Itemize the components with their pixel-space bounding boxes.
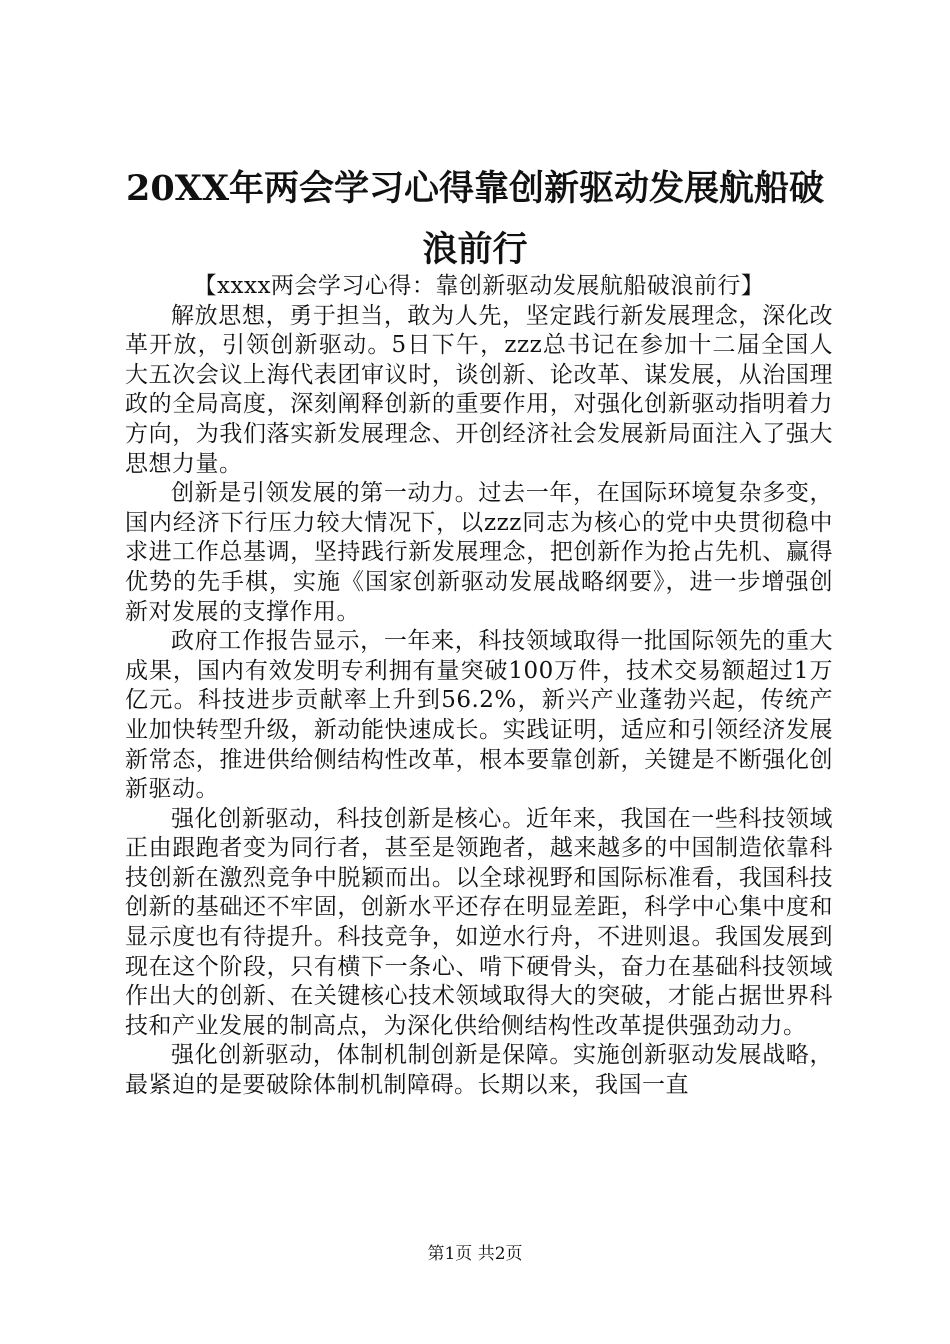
document-subtitle: 【xxxx两会学习心得：靠创新驱动发展航船破浪前行】 [193,273,765,299]
paragraph-1: 解放思想，勇于担当，敢为人先，坚定践行新发展理念，深化改革开放，引领创新驱动。5日下午，zzz总书记在参加十二届全国人大五次会议上海代表团审议时，谈创新、论改革、谋发展，从治国理政的全局高度，深刻阐释创新的重要作用，对强化创新驱动指明着力方向，为我们落实新发展理念、开创经济社会发展新局面注入了强大思想力量。 [125,302,833,477]
paragraph-4: 强化创新驱动，科技创新是核心。近年来，我国在一些科技领域正由跟跑者变为同行者，甚至是领跑者，越来越多的中国制造依靠科技创新在激烈竞争中脱颖而出。以全球视野和国际标准看，我国科技创新的基础还不牢固，创新水平还存在明显差距，科学中心集中度和显示度也有待提升。科技竞争，如逆水行舟，不进则退。我国发展到现在这个阶段，只有横下一条心、啃下硬骨头，奋力在基础科技领域作出大的创新、在关键核心技术领域取得大的突破，才能占据世界科技和产业发展的制高点，为深化供给侧结构性改革提供强劲动力。 [125,805,833,1039]
page-footer: 第1页 共2页 [427,1244,523,1264]
paragraph-5: 强化创新驱动，体制机制创新是保障。实施创新驱动发展战略，最紧迫的是要破除体制机制障碍。长期以来，我国一直 [125,1042,833,1099]
paragraph-3: 政府工作报告显示，一年来，科技领域取得一批国际领先的重大成果，国内有效发明专利拥有量突破100万件，技术交易额超过1万亿元。科技进步贡献率上升到56.2%，新兴产业蓬勃兴起，传统产业加快转型升级，新动能快速成长。实践证明，适应和引领经济发展新常态，推进供给侧结构性改革，根本要靠创新，关键是不断强化创新驱动。 [125,628,833,803]
paragraph-2: 创新是引领发展的第一动力。过去一年，在国际环境复杂多变，国内经济下行压力较大情况下，以zzz同志为核心的党中央贯彻稳中求进工作总基调，坚持践行新发展理念，把创新作为抢占先机、赢得优势的先手棋，实施《国家创新驱动发展战略纲要》，进一步增强创新对发展的支撑作用。 [125,480,833,625]
document-title: 20XX年两会学习心得靠创新驱动发展航船破浪前行 [125,168,825,270]
document-body [125,272,833,1101]
